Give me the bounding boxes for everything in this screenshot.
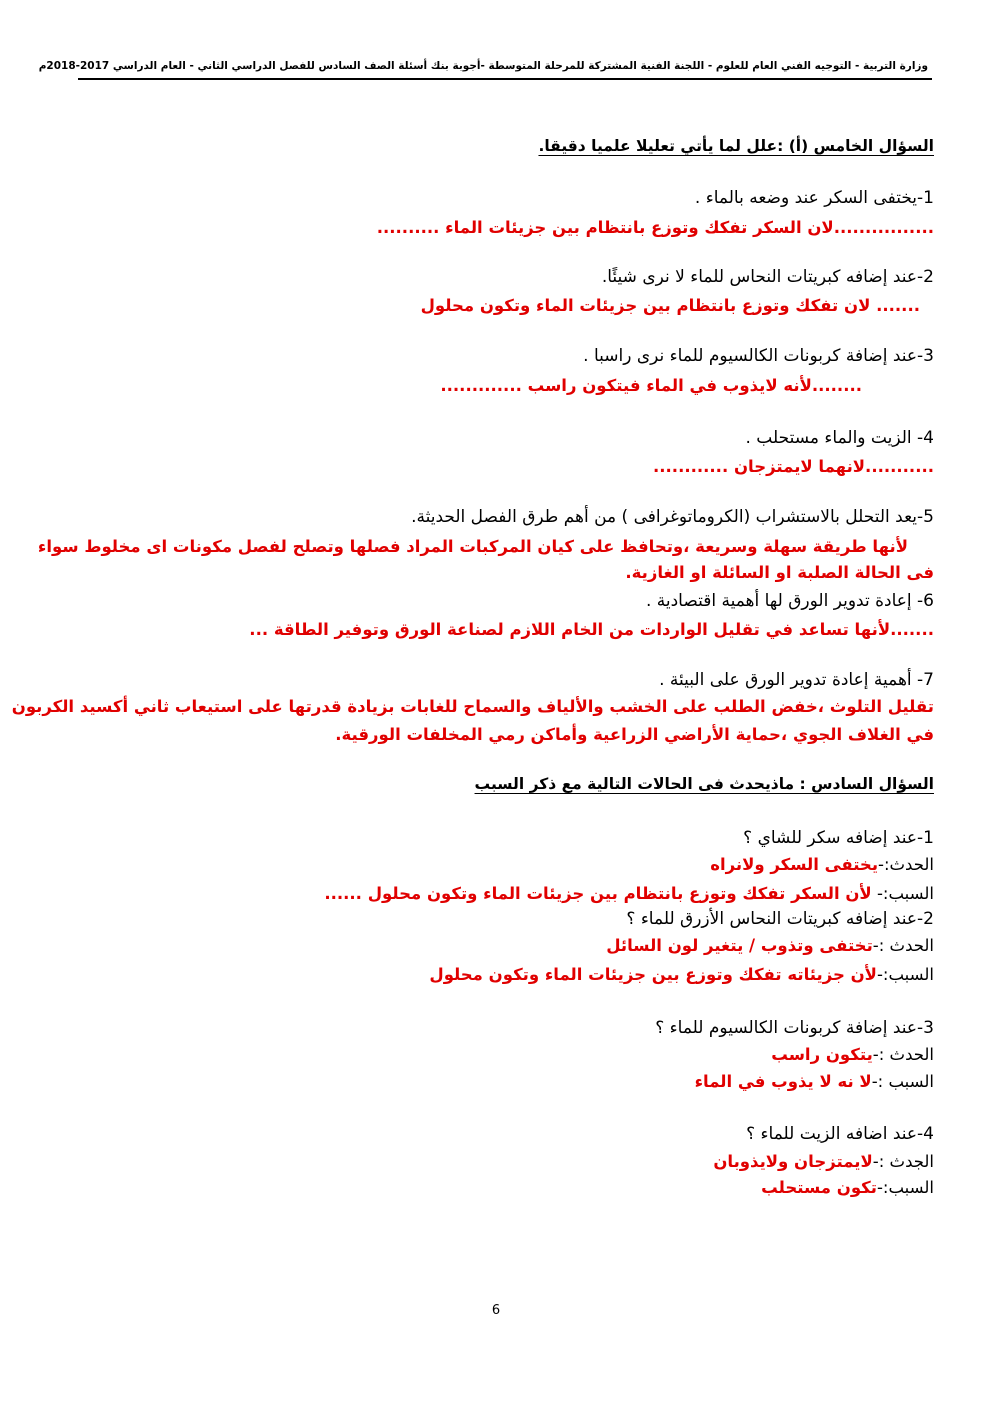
section5-title: السؤال الخامس (أ) :علل لما يأتي تعليلا علميا دقيقا. [538, 137, 934, 155]
s6-reason2 [429, 965, 934, 984]
event-value: يختفى السكر ولانراه [710, 855, 879, 874]
s6-event3 [771, 1045, 934, 1064]
s5-a3: ........لأنه لايذوب في الماء فيتكون راسب ............. [440, 376, 862, 395]
reason-label: السبب:- [876, 965, 934, 984]
reason-value: لا نه لا يذوب في الماء [694, 1072, 872, 1091]
s5-q2: 2-عند إضافه كبريتات النحاس للماء لا نرى شيئًا. [601, 267, 934, 287]
s5-a5-line1: لأنها طريقة سهلة وسريعة ،وتحافظ على كيان المركبات المراد فصلها وتصلح لفصل مكونات اى مخلوط سواء [37, 537, 908, 556]
event-value: تختفى وتذوب / يتغير لون السائل [606, 936, 873, 955]
s5-q7: 7- أهمية إعادة تدوير الورق على البيئة . [659, 670, 934, 690]
event-label: الجدث :- [872, 1152, 934, 1171]
s5-a7-line1: تقليل التلوث ،خفض الطلب على الخشب والألياف والسماح للغابات بزيادة قدرتها على استيعاب ثاني أكسيد الكربون [11, 697, 934, 716]
s5-q6: 6- إعادة تدوير الورق لها أهمية اقتصادية . [645, 591, 934, 611]
s6-event1 [710, 855, 934, 874]
reason-label: السبب:- [871, 884, 934, 903]
reason-value: لأن السكر تفكك وتوزع بانتظام بين جزيئات الماء وتكون محلول ...... [324, 884, 872, 903]
event-label: الحدث :- [872, 1045, 934, 1064]
s5-q4: 4- الزيت والماء مستحلب . [745, 428, 934, 448]
event-label: الحدث :- [872, 936, 934, 955]
s5-a7-line2: في الغلاف الجوي ،حماية الأراضي الزراعية وأماكن رمي المخلفات الورقية. [335, 725, 934, 744]
s6-q4: 4-عند اضافه الزيت للماء ؟ [746, 1124, 934, 1144]
s6-q1: 1-عند إضافه سكر للشاي ؟ [743, 828, 934, 848]
s5-q1: 1-يختفى السكر عند وضعه بالماء . [694, 188, 934, 208]
s6-reason3 [695, 1072, 934, 1091]
s6-event4 [713, 1152, 934, 1171]
s5-a2: ....... لان تفكك وتوزع بانتظام بين جزيئات الماء وتكون محلول [420, 296, 920, 315]
s5-a4: ...........لانهما لايمتزجان ............ [653, 457, 934, 476]
s6-reason1 [324, 884, 934, 903]
s6-event2 [606, 936, 934, 955]
reason-value: تكون مستحلب [761, 1178, 877, 1197]
section6-title: السؤال السادس : ماذيحدث فى الحالات التالية مع ذكر السبب [474, 775, 934, 793]
s5-a5-line2: فى الحالة الصلبة او السائلة او الغازية. [625, 563, 934, 582]
s6-reason4 [761, 1178, 934, 1197]
header-divider [78, 78, 932, 80]
reason-value: لأن جزيئاته تفكك وتوزع بين جزيئات الماء وتكون محلول [429, 965, 877, 984]
event-label: الحدث:- [878, 855, 934, 874]
event-value: لايمتزجان ولايذوبان [713, 1152, 873, 1171]
s6-q3: 3-عند إضافة كربونات الكالسيوم للماء ؟ [655, 1018, 934, 1038]
event-value: يتكون راسب [771, 1045, 873, 1064]
s6-q2: 2-عند إضافه كبريتات النحاس الأزرق للماء ؟ [626, 909, 934, 929]
reason-label: السبب:- [876, 1178, 934, 1197]
s5-q3: 3-عند إضافة كربونات الكالسيوم للماء نرى راسبا . [583, 346, 934, 366]
reason-label: السبب :- [871, 1072, 934, 1091]
s5-a1: ................لان السكر تفكك وتوزع بانتظام بين جزيئات الماء .......... [376, 218, 934, 237]
page-header: وزارة التربية - التوجيه الفني العام للعلوم - اللجنة الفنية المشتركة للمرحلة المتوسطة -أجوبة بنك أسئلة الصف السادس للفصل الدراسي الثاني - العام الدراسي 2017-2018م [38, 60, 928, 72]
s5-q5: 5-يعد التحلل بالاستشراب (الكروماتوغرافى ) من أهم طرق الفصل الحديثة. [411, 507, 934, 527]
s5-a6: .......لأنها تساعد في تقليل الواردات من الخام اللازم لصناعة الورق وتوفير الطاقة ... [249, 620, 934, 639]
page-number: 6 [491, 1303, 501, 1318]
